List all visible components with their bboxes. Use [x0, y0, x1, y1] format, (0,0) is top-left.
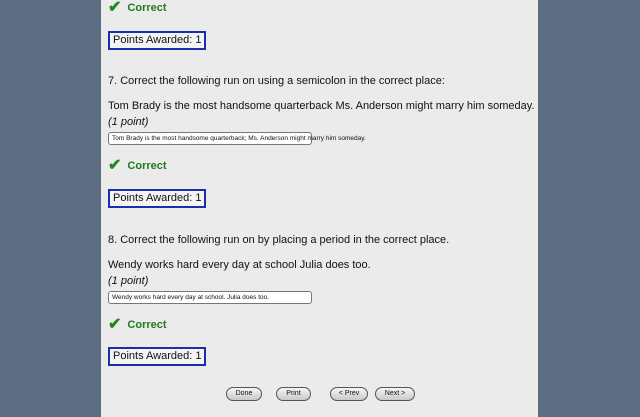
- prev-points-awarded: [108, 30, 206, 50]
- checkmark-icon: ✔: [108, 0, 122, 16]
- points-awarded-badge: Points Awarded: 1: [108, 347, 206, 366]
- question-7-sentence: Tom Brady is the most handsome quarterback Ms. Anderson might marry him someday.: [108, 100, 535, 112]
- quiz-page: [101, 0, 538, 417]
- question-8-correct-indicator: [108, 317, 167, 333]
- points-awarded-badge: Points Awarded: 1: [108, 31, 206, 50]
- question-8-sentence: Wendy works hard every day at school Julia does too.: [108, 259, 371, 271]
- question-8-points-awarded: [108, 346, 206, 366]
- checkmark-icon: ✔: [108, 157, 122, 174]
- correct-label: Correct: [127, 160, 167, 172]
- correct-label: Correct: [127, 2, 167, 14]
- question-7-answer-field[interactable]: Tom Brady is the most handsome quarterback; Ms. Anderson might marry him someday.: [108, 132, 312, 145]
- points-awarded-badge: Points Awarded: 1: [108, 189, 206, 208]
- checkmark-icon: ✔: [108, 316, 122, 333]
- prev-correct-indicator: [108, 0, 167, 16]
- prev-button[interactable]: < Prev: [330, 387, 368, 401]
- correct-label: Correct: [127, 319, 167, 331]
- question-7-correct-indicator: [108, 158, 167, 174]
- print-button[interactable]: Print: [276, 387, 311, 401]
- done-button[interactable]: Done: [226, 387, 262, 401]
- question-7-point-value: (1 point): [108, 116, 149, 128]
- question-8-prompt: 8. Correct the following run on by placing a period in the correct place.: [108, 234, 450, 246]
- question-7-points-awarded: [108, 188, 206, 208]
- question-8-answer-field[interactable]: Wendy works hard every day at school. Julia does too.: [108, 291, 312, 304]
- question-8-point-value: (1 point): [108, 275, 149, 287]
- next-button[interactable]: Next >: [375, 387, 415, 401]
- question-7-prompt: 7. Correct the following run on using a semicolon in the correct place:: [108, 75, 445, 87]
